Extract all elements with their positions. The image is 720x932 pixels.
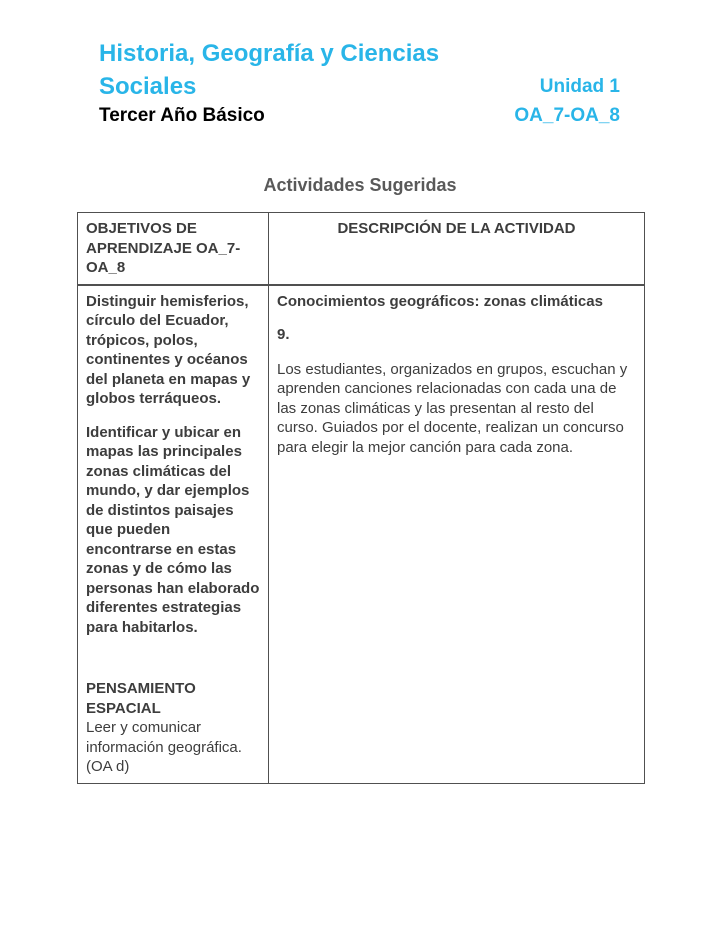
activities-table-body [78, 285, 645, 784]
document-subtitle: Tercer Año Básico [99, 105, 265, 126]
oa-code-label: OA_7-OA_8 [514, 105, 620, 126]
section-title: Actividades Sugeridas [263, 175, 457, 195]
activity-column-header: DESCRIPCIÓN DE LA ACTIVIDAD [269, 213, 645, 285]
header-left [99, 37, 514, 129]
activity-body-text: Los estudiantes, organizados en grupos, escuchan y aprenden canciones relacionadas con cada una de las zonas climáticas y las presentan al resto del curso. Guiados por el docente, realizan un concurso para elegir la mejor canción para cada zona. [277, 360, 628, 456]
activity-title: Conocimientos geográficos: zonas climáticas [277, 292, 603, 310]
document-header [0, 0, 720, 129]
spatial-thinking-body: Leer y comunicar información geográfica. (OA d) [86, 719, 242, 775]
objective-paragraph-1: Distinguir hemisferios, círculo del Ecuador, trópicos, polos, continentes y océanos del planeta en mapas y globos terráqueos. [86, 292, 251, 407]
activity-description-cell [269, 285, 645, 784]
objectives-cell [78, 285, 269, 784]
table-header-row [78, 213, 645, 285]
spatial-thinking-title: PENSAMIENTO ESPACIAL [86, 680, 196, 717]
objectives-column-header: OBJETIVOS DE APRENDIZAJE OA_7-OA_8 [78, 213, 269, 285]
table-row [78, 285, 645, 784]
spatial-thinking-block [86, 679, 260, 777]
activities-table-header [78, 213, 645, 285]
unit-label: Unidad 1 [539, 76, 620, 97]
activity-number: 9. [277, 326, 290, 343]
activities-table [77, 212, 645, 784]
objective-paragraph-2: Identificar y ubicar en mapas las principales zonas climáticas del mundo, y dar ejemplos de distintos paisajes que pueden encontrarse en estas zonas y de cómo las personas han elaborado diferentes estrategias para habitarlos. [86, 423, 260, 636]
document-title: Historia, Geografía y Ciencias Sociales [99, 40, 440, 100]
header-right [514, 70, 620, 129]
